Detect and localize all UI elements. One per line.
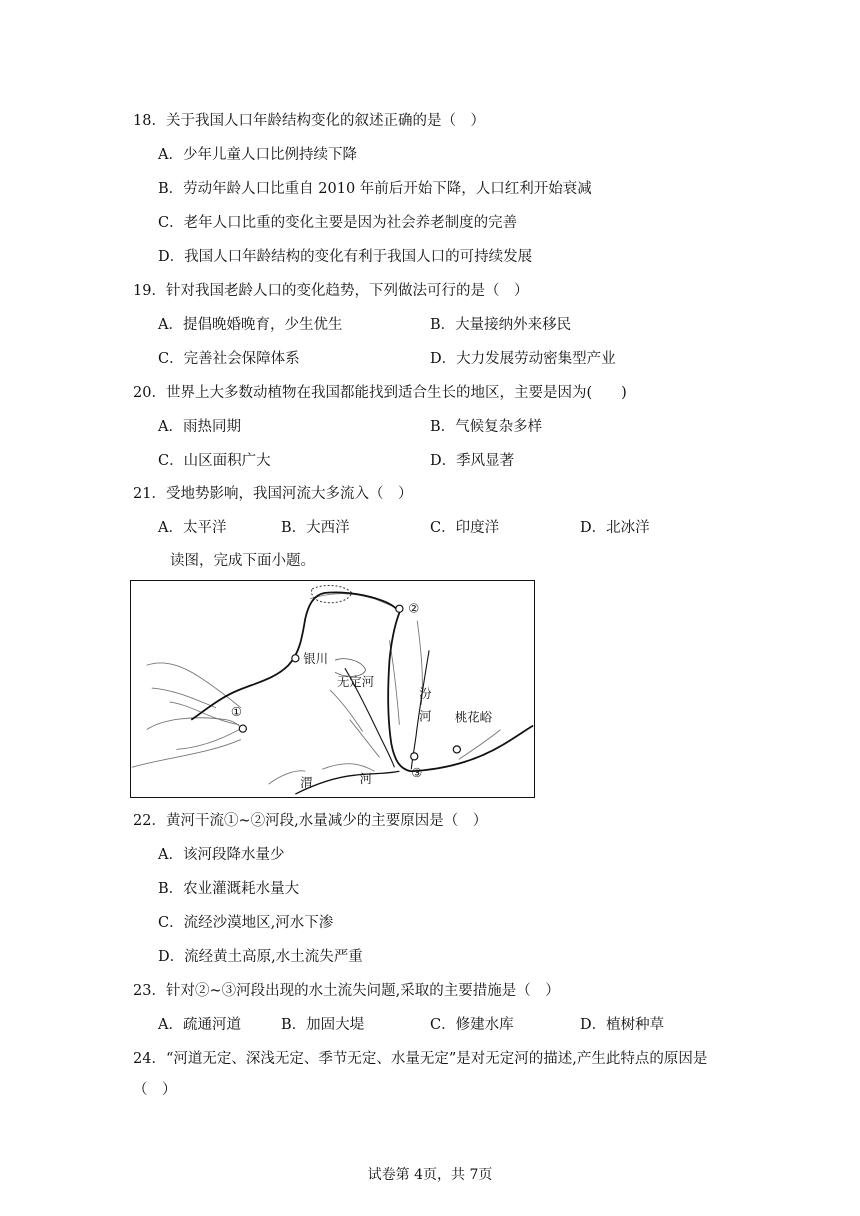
q20-option-d: D．季风显著 — [430, 453, 515, 469]
q21-option-b: B．大西洋 — [281, 520, 350, 536]
q22-option-d: D．流经黄土高原,水土流失严重 — [158, 949, 363, 965]
question-18-stem: 18．关于我国人口年龄结构变化的叙述正确的是（ ） — [133, 113, 485, 129]
q23-option-a: A．疏通河道 — [158, 1017, 241, 1033]
point-2-marker — [396, 605, 403, 612]
q18-option-c: C．老年人口比重的变化主要是因为社会养老制度的完善 — [158, 215, 518, 231]
q20-option-c: C．山区面积广大 — [158, 453, 271, 469]
marker-3: ③ — [411, 766, 423, 781]
label-yinchuan: 银川 — [303, 652, 329, 667]
label-fen-1: 汾 — [419, 686, 432, 701]
q19-option-a: A．提倡晚婚晚育，少生优生 — [158, 317, 343, 333]
yellow-river-map — [130, 580, 535, 798]
label-fen-2: 河 — [419, 709, 432, 724]
q21-option-c: C．印度洋 — [430, 520, 500, 536]
q19-option-c: C．完善社会保障体系 — [158, 351, 300, 367]
page-footer: 试卷第 4页，共 7页 — [367, 1167, 493, 1183]
label-wudinghe: 无定河 — [336, 675, 375, 690]
question-24-stem: 24．“河道无定、深浅无定、季节无定、水量无定”是对无定河的描述,产生此特点的原因是 — [133, 1051, 708, 1067]
q22-option-a: A．该河段降水量少 — [158, 847, 285, 863]
q18-option-b: B．劳动年龄人口比重自 2010 年前后开始下降，人口红利开始衰减 — [158, 181, 592, 197]
q22-option-c: C．流经沙漠地区,河水下渗 — [158, 915, 334, 931]
q23-option-c: C．修建水库 — [430, 1017, 514, 1033]
point-3-marker — [411, 753, 418, 760]
question-19-stem: 19．针对我国老龄人口的变化趋势，下列做法可行的是（ ） — [133, 283, 529, 299]
q19-option-b: B．大量接纳外来移民 — [430, 317, 572, 333]
point-1-marker — [239, 725, 246, 732]
map-graphic — [131, 581, 534, 797]
yinchuan-marker — [292, 655, 299, 662]
label-taohuayu: 桃花峪 — [454, 710, 493, 725]
marker-2: ② — [408, 601, 420, 616]
question-21-stem: 21．受地势影响，我国河流大多流入（ ） — [133, 486, 413, 502]
q21-option-a: A．太平洋 — [158, 520, 227, 536]
marker-1: ① — [230, 704, 243, 719]
label-wei-1: 渭 — [300, 776, 313, 791]
q18-option-a: A．少年儿童人口比例持续下降 — [158, 147, 357, 163]
map-intro-text: 读图，完成下面小题。 — [170, 553, 315, 569]
q20-option-a: A．雨热同期 — [158, 419, 241, 435]
map-tributaries — [132, 594, 501, 785]
q23-option-b: B．加固大堤 — [281, 1017, 365, 1033]
q18-option-d: D．我国人口年龄结构的变化有利于我国人口的可持续发展 — [158, 249, 533, 265]
q23-option-d: D．植树种草 — [580, 1017, 665, 1033]
question-24-stem-cont: （ ） — [133, 1082, 177, 1098]
q20-option-b: B．气候复杂多样 — [430, 419, 543, 435]
q21-option-d: D．北冰洋 — [580, 520, 650, 536]
question-20-stem: 20．世界上大多数动植物在我国都能找到适合生长的地区，主要是因为( ) — [133, 385, 627, 401]
q19-option-d: D．大力发展劳动密集型产业 — [430, 351, 616, 367]
label-wei-2: 河 — [359, 772, 373, 787]
q22-option-b: B．农业灌溉耗水量大 — [158, 881, 300, 897]
question-22-stem: 22．黄河干流①~②河段,水量减少的主要原因是（ ） — [133, 813, 488, 829]
taohuayu-marker — [453, 746, 460, 753]
question-23-stem: 23．针对②~③河段出现的水土流失问题,采取的主要措施是（ ） — [133, 983, 560, 999]
